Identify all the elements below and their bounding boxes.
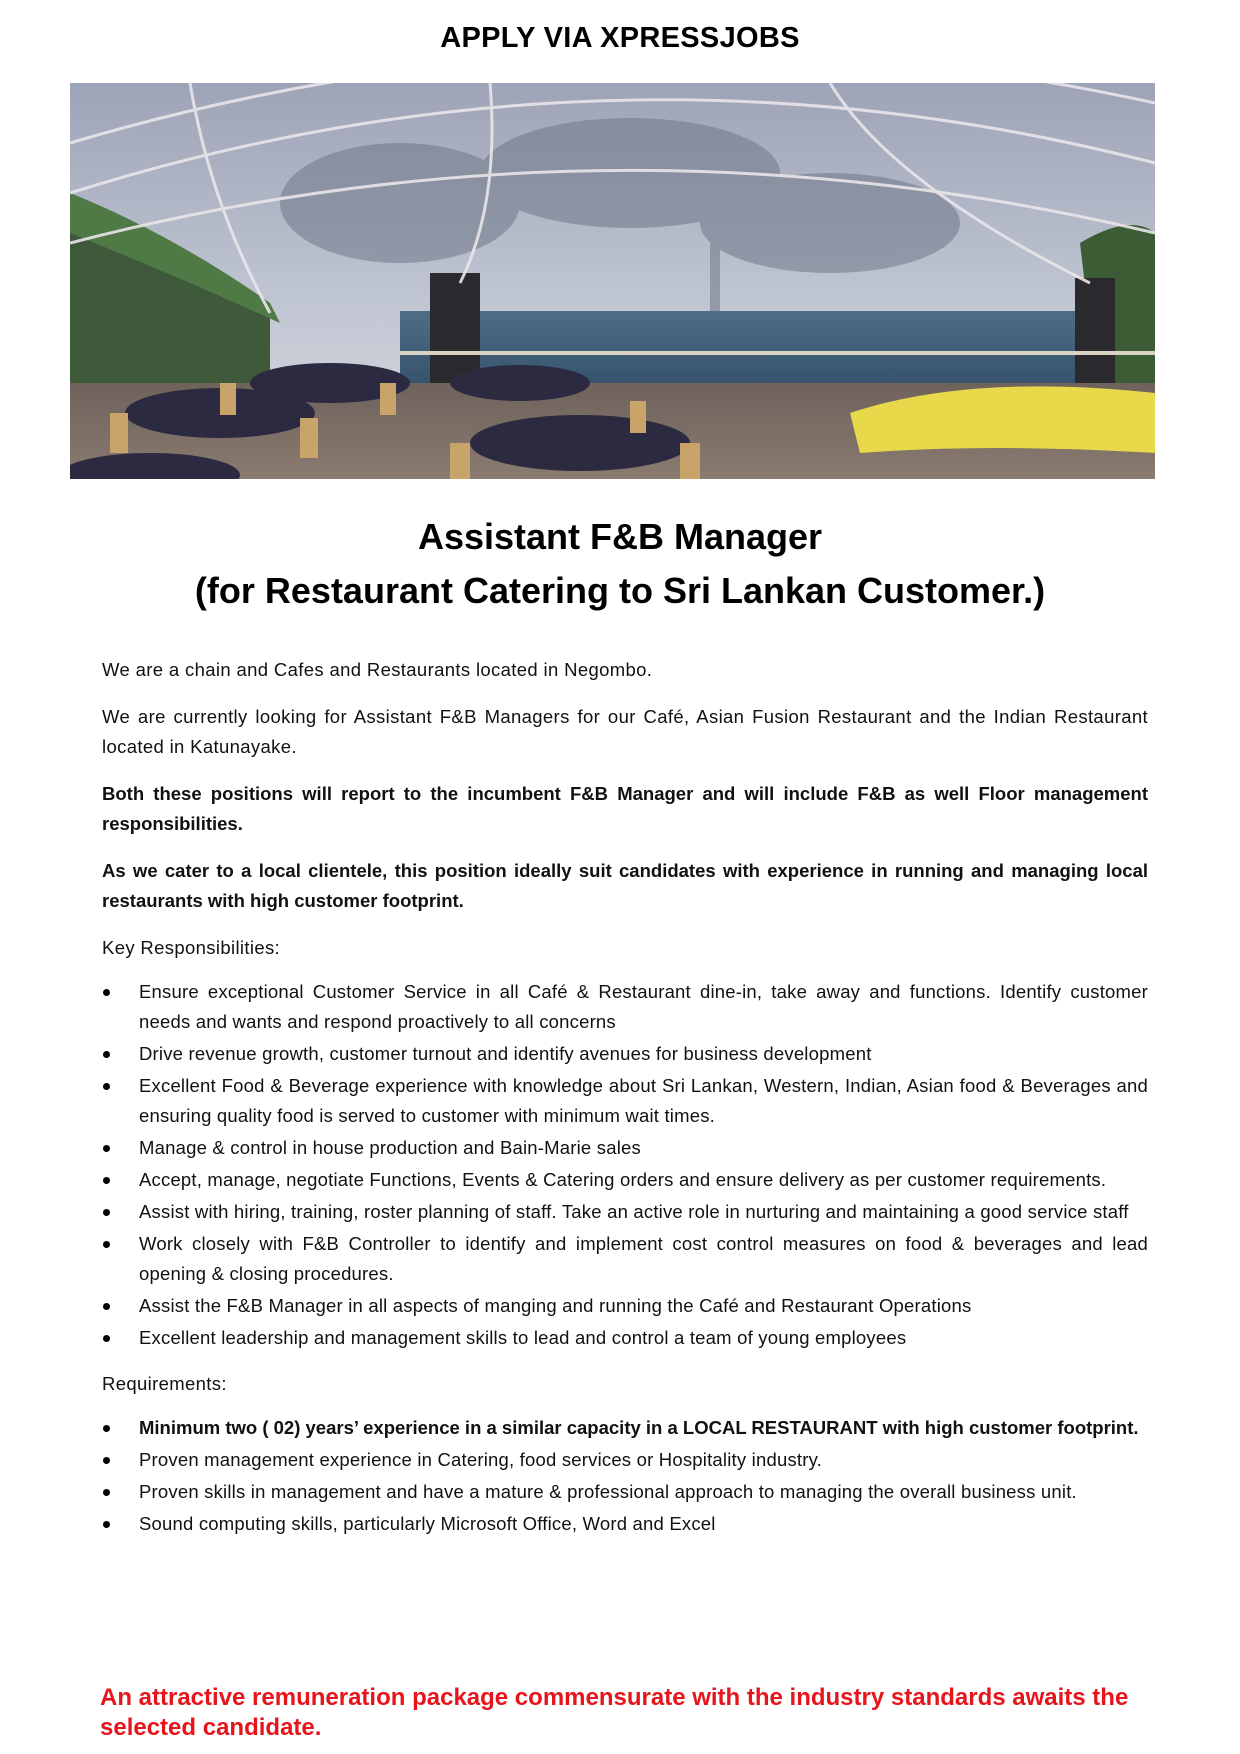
bullet-icon <box>103 1521 110 1528</box>
list-item <box>102 1071 1148 1131</box>
bullet-icon <box>103 1083 110 1090</box>
intro-paragraph: We are currently looking for Assistant F&B Managers for our Café, Asian Fusion Restaurant and the Indian Restaurant located in Katunayake. <box>102 706 1148 757</box>
list-item <box>102 1445 1148 1475</box>
job-description <box>102 655 1148 1555</box>
list-item-text: Excellent Food & Beverage experience with knowledge about Sri Lankan, Western, Indian, Asian food & Beverages and ensuring quality food is served to customer with minimum wait times. <box>139 1075 1148 1126</box>
job-subtitle: (for Restaurant Catering to Sri Lankan Customer.) <box>194 570 1046 611</box>
list-item-text: Sound computing skills, particularly Microsoft Office, Word and Excel <box>139 1513 716 1534</box>
bullet-icon <box>103 1457 110 1464</box>
list-item-text: Excellent leadership and management skills to lead and control a team of young employees <box>139 1327 907 1348</box>
list-item-text: Accept, manage, negotiate Functions, Events & Catering orders and ensure delivery as per customer requirements. <box>139 1169 1107 1190</box>
job-title: Assistant F&B Manager <box>417 516 823 557</box>
list-item-text: Minimum two ( 02) years’ experience in a similar capacity in a LOCAL RESTAURANT with high customer footprint. <box>139 1417 1139 1438</box>
list-item-text: Assist the F&B Manager in all aspects of manging and running the Café and Restaurant Operations <box>139 1295 972 1316</box>
list-item-text: Assist with hiring, training, roster planning of staff. Take an active role in nurturing and maintaining a good service staff <box>139 1201 1129 1222</box>
bullet-icon <box>103 1425 110 1432</box>
bullet-icon <box>103 1209 110 1216</box>
highlight-paragraph: Both these positions will report to the incumbent F&B Manager and will include F&B as well Floor management responsibilities. <box>102 783 1148 834</box>
bullet-icon <box>103 1051 110 1058</box>
requirements-heading: Requirements: <box>102 1373 227 1394</box>
list-item <box>102 1323 1148 1353</box>
list-item <box>102 1477 1148 1507</box>
bullet-icon <box>103 1489 110 1496</box>
responsibilities-heading: Key Responsibilities: <box>102 937 281 958</box>
list-item <box>102 1197 1148 1227</box>
bullet-icon <box>103 989 110 996</box>
list-item <box>102 1165 1148 1195</box>
list-item <box>102 977 1148 1037</box>
list-item-text: Proven management experience in Catering, food services or Hospitality industry. <box>139 1449 823 1470</box>
highlight-paragraph: As we cater to a local clientele, this position ideally suit candidates with experience in running and managing local restaurants with high customer footprint. <box>102 860 1148 911</box>
closing-statement: An attractive remuneration package commensurate with the industry standards awaits the selected candidate. <box>100 1684 1129 1741</box>
bullet-icon <box>103 1145 110 1152</box>
list-item <box>102 1039 1148 1069</box>
bullet-icon <box>103 1241 110 1248</box>
intro-paragraph: We are a chain and Cafes and Restaurants located in Negombo. <box>102 659 653 680</box>
list-item <box>102 1133 1148 1163</box>
bullet-icon <box>103 1335 110 1342</box>
list-item <box>102 1291 1148 1321</box>
list-item-text: Ensure exceptional Customer Service in all Café & Restaurant dine-in, take away and functions. Identify customer needs and wants and respond proactively to all concerns <box>139 981 1148 1032</box>
list-item <box>102 1509 1148 1539</box>
list-item <box>102 1413 1148 1443</box>
bullet-icon <box>103 1177 110 1184</box>
list-item-text: Manage & control in house production and Bain-Marie sales <box>139 1137 641 1158</box>
list-item <box>102 1229 1148 1289</box>
list-item-text: Drive revenue growth, customer turnout and identify avenues for business development <box>139 1043 872 1064</box>
bullet-icon <box>103 1303 110 1310</box>
hero-image <box>70 83 1155 479</box>
list-item-text: Proven skills in management and have a mature & professional approach to managing the overall business unit. <box>139 1481 1077 1502</box>
list-item-text: Work closely with F&B Controller to identify and implement cost control measures on food & beverages and lead opening & closing procedures. <box>139 1233 1148 1284</box>
requirements-list <box>102 1413 1148 1539</box>
responsibilities-list <box>102 977 1148 1353</box>
apply-banner: APPLY VIA XPRESSJOBS <box>440 22 800 54</box>
